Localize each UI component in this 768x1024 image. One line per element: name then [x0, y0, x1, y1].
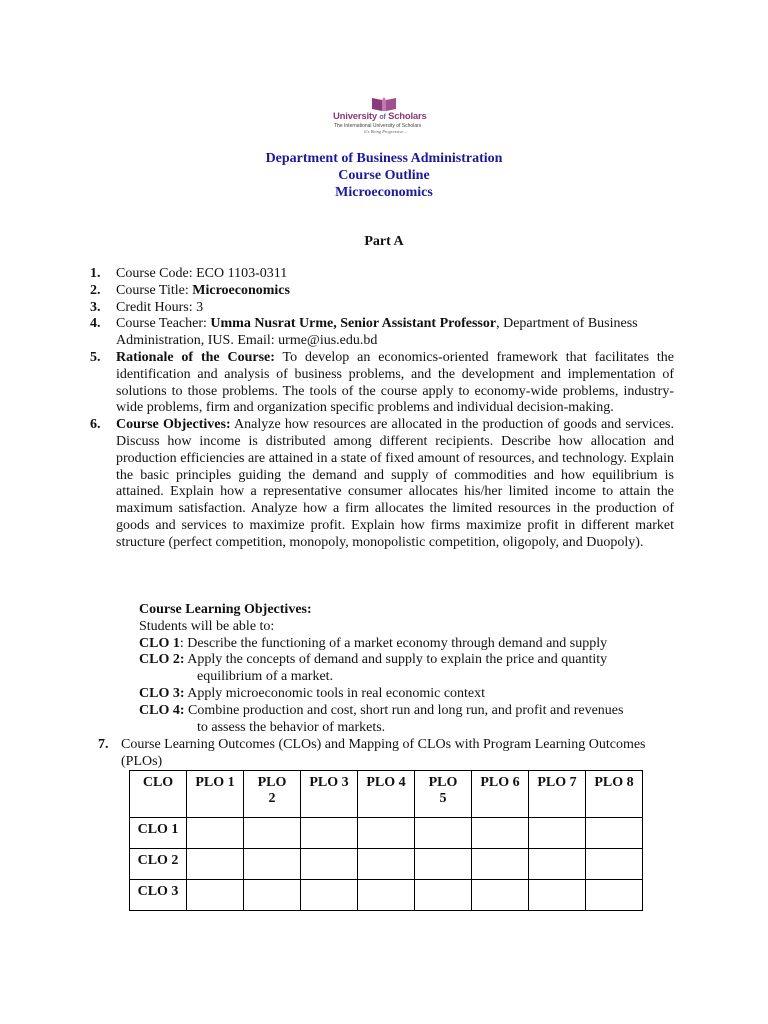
table-cell	[301, 818, 358, 849]
table-cell	[586, 818, 643, 849]
table-header-cell: PLO 7	[529, 771, 586, 818]
table-row	[130, 880, 643, 911]
course-heading: Microeconomics	[335, 185, 433, 200]
table-row	[130, 818, 643, 849]
table-cell: CLO 2	[130, 849, 187, 880]
clo-item-continuation: to assess the behavior of markets.	[197, 719, 386, 735]
table-header-cell: PLO 3	[301, 771, 358, 818]
table-header-cell: PLO 2	[244, 771, 301, 818]
table-cell	[586, 849, 643, 880]
list-item: 6. Course Objectives: Analyze how resources are allocated in the production of goods and services. Discuss how income is distributed among different recipients. Describe how allocation and production efficiencies are attained in a state of fixed amount of resources, and technology. Explain the basic principles guiding the demand and supply of commodities and how equilibrium is attained. Explain how a representative consumer allocates his/her limited income to attain the maximum satisfaction. Analyze how a firm allocates the limited resources in the production of goods and services to maximize profit. Explain how firms maximize profit in different market structure (perfect competition, monopoly, monopolistic competition, oligopoly, and Duopoly).	[90, 417, 674, 550]
clo-item: CLO 3: Apply microeconomic tools in real economic context	[139, 685, 486, 701]
university-logo	[330, 96, 440, 138]
table-cell	[529, 818, 586, 849]
table-row	[130, 849, 643, 880]
table-cell	[472, 818, 529, 849]
course-info-list	[90, 266, 674, 552]
table-header-cell: CLO	[130, 771, 187, 818]
table-header-cell: PLO 5	[415, 771, 472, 818]
list-item: 7. Course Learning Outcomes (CLOs) and Mapping of CLOs with Program Learning Outcomes (PLOs)	[98, 737, 646, 769]
table-cell	[244, 880, 301, 911]
table-cell	[415, 849, 472, 880]
table-header-row	[130, 771, 643, 818]
table-cell	[301, 880, 358, 911]
part-title: Part A	[364, 234, 404, 249]
table-cell	[358, 818, 415, 849]
table-header-cell: PLO 8	[586, 771, 643, 818]
logo-wordmark: University of Scholars	[333, 111, 427, 122]
table-cell	[529, 880, 586, 911]
table-cell	[472, 880, 529, 911]
table-cell	[244, 818, 301, 849]
table-cell: CLO 3	[130, 880, 187, 911]
table-cell	[529, 849, 586, 880]
logo-motto: It's Being Progressive...	[364, 129, 407, 134]
doc-type-heading: Course Outline	[338, 168, 430, 183]
list-item: 4. Course Teacher: Umma Nusrat Urme, Senior Assistant Professor, Department of Business Administration, IUS. Email: urme@ius.edu.bd	[90, 316, 638, 349]
table-cell	[187, 818, 244, 849]
clo-item-continuation: equilibrium of a market.	[197, 669, 334, 685]
clo-item: CLO 1: Describe the functioning of a market economy through demand and supply	[139, 635, 608, 651]
clo-item: CLO 4: Combine production and cost, short run and long run, and profit and revenues	[139, 702, 624, 718]
table-cell	[244, 849, 301, 880]
list-item: 3. Credit Hours: 3	[90, 299, 204, 315]
table-cell	[415, 818, 472, 849]
list-item: 5. Rationale of the Course: To develop an economics-oriented framework that facilitates the identification and analysis of business problems, and the development and implementation of solutions to those problems. The tools of the course apply to economy-wide problems, industry-wide problems, firm and organization specific problems and individual decision-making.	[90, 349, 674, 416]
clo-item: CLO 2: Apply the concepts of demand and supply to explain the price and quantity	[139, 652, 608, 668]
table-header-cell: PLO 6	[472, 771, 529, 818]
book-emblem-icon	[370, 96, 398, 112]
logo-tagline: The International University of Scholars	[334, 123, 422, 129]
table-cell	[358, 880, 415, 911]
list-item: 1. Course Code: ECO 1103-0311	[90, 266, 288, 281]
learning-objectives	[139, 602, 674, 736]
table-header-cell: PLO 4	[358, 771, 415, 818]
table-cell: CLO 1	[130, 818, 187, 849]
table-cell	[472, 849, 529, 880]
learning-objectives-intro: Students will be able to:	[139, 618, 275, 634]
learning-objectives-title: Course Learning Objectives:	[139, 602, 312, 617]
table-cell	[301, 849, 358, 880]
table-cell	[187, 849, 244, 880]
table-header-cell: PLO 1	[187, 771, 244, 818]
table-cell	[187, 880, 244, 911]
table-cell	[415, 880, 472, 911]
clo-plo-mapping-table	[129, 770, 643, 911]
department-heading: Department of Business Administration	[265, 151, 503, 166]
list-item: 2. Course Title: Microeconomics	[90, 282, 290, 298]
table-cell	[358, 849, 415, 880]
table-cell	[586, 880, 643, 911]
